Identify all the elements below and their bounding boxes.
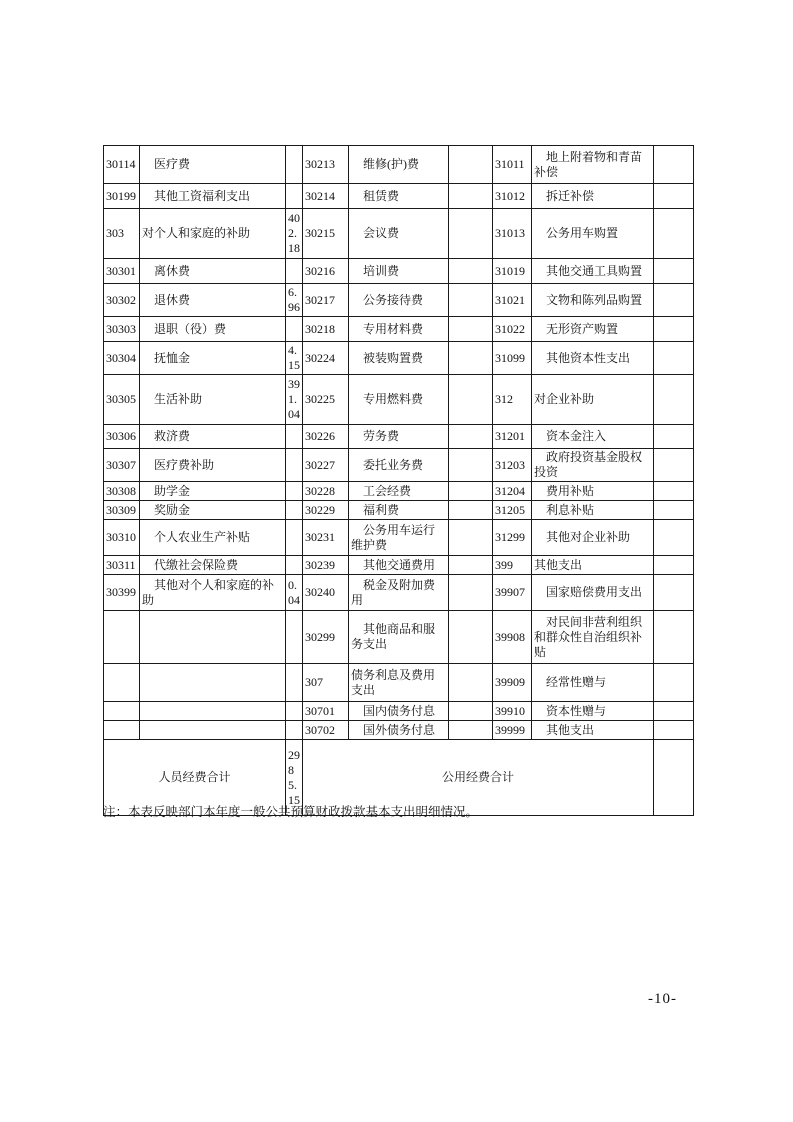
left-name-cell: 生活补助 [140, 375, 286, 425]
mid-name-cell: 其他交通费用 [349, 556, 449, 575]
table-row [104, 184, 694, 209]
mid-value-cell [449, 317, 493, 342]
mid-code-cell: 30702 [303, 721, 349, 740]
right-name-cell: 拆迁补偿 [532, 184, 654, 209]
page-number: -10- [648, 991, 677, 1007]
left-value-cell: 402.18 [286, 209, 303, 259]
left-code-cell: 30303 [104, 317, 140, 342]
mid-value-cell [449, 611, 493, 664]
left-code-cell: 30399 [104, 575, 140, 611]
right-name-cell: 费用补贴 [532, 482, 654, 501]
left-name-cell: 退职（役）费 [140, 317, 286, 342]
right-code-cell: 312 [493, 375, 532, 425]
right-name-cell: 对企业补助 [532, 375, 654, 425]
right-name-cell: 公务用车购置 [532, 209, 654, 259]
right-code-cell: 31205 [493, 501, 532, 520]
table-row [104, 501, 694, 520]
left-code-cell: 30311 [104, 556, 140, 575]
right-value-cell [654, 259, 694, 284]
left-name-cell [140, 702, 286, 721]
left-name-cell: 奖励金 [140, 501, 286, 520]
right-code-cell: 31203 [493, 449, 532, 482]
left-value-cell [286, 482, 303, 501]
right-value-cell [654, 284, 694, 317]
table-row [104, 664, 694, 702]
right-code-cell: 39910 [493, 702, 532, 721]
budget-detail-table [103, 145, 694, 816]
right-code-cell: 31019 [493, 259, 532, 284]
left-name-cell: 助学金 [140, 482, 286, 501]
left-value-cell [286, 721, 303, 740]
right-code-cell: 39999 [493, 721, 532, 740]
mid-name-cell: 国内债务付息 [349, 702, 449, 721]
left-code-cell: 30308 [104, 482, 140, 501]
left-value-cell [286, 425, 303, 449]
right-value-cell [654, 664, 694, 702]
mid-value-cell [449, 375, 493, 425]
mid-value-cell [449, 702, 493, 721]
mid-code-cell: 30240 [303, 575, 349, 611]
right-name-cell: 经常性赠与 [532, 664, 654, 702]
right-value-cell [654, 611, 694, 664]
right-name-cell: 文物和陈列品购置 [532, 284, 654, 317]
table-row [104, 425, 694, 449]
mid-name-cell: 其他商品和服务支出 [349, 611, 449, 664]
left-value-cell [286, 449, 303, 482]
mid-code-cell: 30231 [303, 520, 349, 556]
left-code-cell [104, 721, 140, 740]
mid-code-cell: 307 [303, 664, 349, 702]
left-value-cell: 4.15 [286, 342, 303, 375]
mid-name-cell: 税金及附加费用 [349, 575, 449, 611]
left-name-cell: 医疗费 [140, 146, 286, 184]
table-row [104, 556, 694, 575]
public-total-label: 公用经费合计 [303, 740, 654, 816]
right-value-cell [654, 575, 694, 611]
table-row [104, 482, 694, 501]
right-code-cell: 399 [493, 556, 532, 575]
mid-value-cell [449, 556, 493, 575]
right-name-cell: 其他交通工具购置 [532, 259, 654, 284]
mid-name-cell: 债务利息及费用支出 [349, 664, 449, 702]
mid-code-cell: 30224 [303, 342, 349, 375]
mid-name-cell: 工会经费 [349, 482, 449, 501]
mid-value-cell [449, 575, 493, 611]
left-code-cell: 30302 [104, 284, 140, 317]
right-name-cell: 对民间非营利组织和群众性自治组织补贴 [532, 611, 654, 664]
mid-code-cell: 30215 [303, 209, 349, 259]
right-code-cell: 31011 [493, 146, 532, 184]
left-code-cell: 30309 [104, 501, 140, 520]
table-row [104, 721, 694, 740]
table-row [104, 317, 694, 342]
left-value-cell: 391.04 [286, 375, 303, 425]
table-row [104, 146, 694, 184]
left-value-cell [286, 317, 303, 342]
left-name-cell: 退休费 [140, 284, 286, 317]
right-value-cell [654, 702, 694, 721]
right-name-cell: 利息补贴 [532, 501, 654, 520]
left-code-cell: 30306 [104, 425, 140, 449]
right-value-cell [654, 721, 694, 740]
left-name-cell: 代缴社会保险费 [140, 556, 286, 575]
mid-value-cell [449, 520, 493, 556]
left-name-cell: 抚恤金 [140, 342, 286, 375]
mid-value-cell [449, 449, 493, 482]
mid-code-cell: 30229 [303, 501, 349, 520]
right-code-cell: 39909 [493, 664, 532, 702]
left-name-cell: 救济费 [140, 425, 286, 449]
mid-value-cell [449, 259, 493, 284]
right-code-cell: 39907 [493, 575, 532, 611]
right-name-cell: 无形资产购置 [532, 317, 654, 342]
right-value-cell [654, 501, 694, 520]
public-total-value [654, 740, 694, 816]
left-value-cell [286, 556, 303, 575]
right-value-cell [654, 482, 694, 501]
mid-code-cell: 30217 [303, 284, 349, 317]
left-name-cell: 其他工资福利支出 [140, 184, 286, 209]
mid-name-cell: 劳务费 [349, 425, 449, 449]
mid-code-cell: 30226 [303, 425, 349, 449]
mid-name-cell: 被装购置费 [349, 342, 449, 375]
mid-code-cell: 30299 [303, 611, 349, 664]
table-row [104, 209, 694, 259]
budget-table-body [104, 146, 694, 816]
mid-name-cell: 专用燃料费 [349, 375, 449, 425]
right-code-cell: 31012 [493, 184, 532, 209]
table-row [104, 449, 694, 482]
left-name-cell [140, 664, 286, 702]
mid-code-cell: 30701 [303, 702, 349, 721]
left-name-cell: 其他对个人和家庭的补助 [140, 575, 286, 611]
left-code-cell [104, 702, 140, 721]
right-value-cell [654, 146, 694, 184]
right-value-cell [654, 342, 694, 375]
left-name-cell: 对个人和家庭的补助 [140, 209, 286, 259]
left-code-cell: 30310 [104, 520, 140, 556]
mid-value-cell [449, 342, 493, 375]
left-code-cell: 303 [104, 209, 140, 259]
left-name-cell: 个人农业生产补贴 [140, 520, 286, 556]
left-code-cell: 30199 [104, 184, 140, 209]
table-row [104, 259, 694, 284]
left-code-cell: 30304 [104, 342, 140, 375]
mid-code-cell: 30227 [303, 449, 349, 482]
mid-name-cell: 公务接待费 [349, 284, 449, 317]
mid-value-cell [449, 425, 493, 449]
left-name-cell [140, 721, 286, 740]
mid-name-cell: 公务用车运行维护费 [349, 520, 449, 556]
left-value-cell [286, 184, 303, 209]
left-value-cell [286, 259, 303, 284]
mid-value-cell [449, 721, 493, 740]
right-name-cell: 国家赔偿费用支出 [532, 575, 654, 611]
left-code-cell: 30307 [104, 449, 140, 482]
left-value-cell [286, 146, 303, 184]
table-row [104, 375, 694, 425]
left-value-cell [286, 501, 303, 520]
right-value-cell [654, 317, 694, 342]
mid-name-cell: 福利费 [349, 501, 449, 520]
right-code-cell: 31021 [493, 284, 532, 317]
left-code-cell: 30305 [104, 375, 140, 425]
mid-code-cell: 30214 [303, 184, 349, 209]
mid-value-cell [449, 284, 493, 317]
mid-value-cell [449, 209, 493, 259]
left-code-cell: 30114 [104, 146, 140, 184]
right-name-cell: 其他支出 [532, 721, 654, 740]
mid-value-cell [449, 146, 493, 184]
table-row [104, 702, 694, 721]
right-value-cell [654, 184, 694, 209]
mid-name-cell: 租赁费 [349, 184, 449, 209]
right-value-cell [654, 449, 694, 482]
personnel-total-label: 人员经费合计 [104, 740, 286, 816]
mid-value-cell [449, 482, 493, 501]
right-value-cell [654, 209, 694, 259]
right-value-cell [654, 425, 694, 449]
table-row [104, 520, 694, 556]
left-name-cell: 医疗费补助 [140, 449, 286, 482]
mid-value-cell [449, 501, 493, 520]
left-value-cell [286, 702, 303, 721]
left-code-cell: 30301 [104, 259, 140, 284]
left-value-cell: 6.96 [286, 284, 303, 317]
mid-code-cell: 30228 [303, 482, 349, 501]
mid-value-cell [449, 184, 493, 209]
right-value-cell [654, 520, 694, 556]
mid-name-cell: 会议费 [349, 209, 449, 259]
mid-code-cell: 30213 [303, 146, 349, 184]
left-name-cell [140, 611, 286, 664]
left-value-cell [286, 520, 303, 556]
right-name-cell: 资本性赠与 [532, 702, 654, 721]
mid-code-cell: 30239 [303, 556, 349, 575]
mid-code-cell: 30216 [303, 259, 349, 284]
table-row [104, 575, 694, 611]
right-code-cell: 31013 [493, 209, 532, 259]
mid-name-cell: 培训费 [349, 259, 449, 284]
right-code-cell: 31201 [493, 425, 532, 449]
mid-name-cell: 专用材料费 [349, 317, 449, 342]
right-name-cell: 其他对企业补助 [532, 520, 654, 556]
mid-value-cell [449, 664, 493, 702]
right-code-cell: 31204 [493, 482, 532, 501]
right-code-cell: 31299 [493, 520, 532, 556]
left-value-cell [286, 664, 303, 702]
right-name-cell: 其他资本性支出 [532, 342, 654, 375]
table-row [104, 284, 694, 317]
mid-code-cell: 30225 [303, 375, 349, 425]
left-value-cell: 0.04 [286, 575, 303, 611]
right-name-cell: 地上附着物和青苗补偿 [532, 146, 654, 184]
right-code-cell: 31022 [493, 317, 532, 342]
personnel-total-value: 2985.15 [286, 740, 303, 816]
table-note: 注：本表反映部门本年度一般公共预算财政拨款基本支出明细情况。 [103, 805, 479, 819]
right-name-cell: 资本金注入 [532, 425, 654, 449]
left-value-cell [286, 611, 303, 664]
left-code-cell [104, 664, 140, 702]
table-row [104, 611, 694, 664]
mid-name-cell: 国外债务付息 [349, 721, 449, 740]
left-name-cell: 离休费 [140, 259, 286, 284]
right-code-cell: 31099 [493, 342, 532, 375]
mid-name-cell: 委托业务费 [349, 449, 449, 482]
right-value-cell [654, 375, 694, 425]
right-name-cell: 其他支出 [532, 556, 654, 575]
right-name-cell: 政府投资基金股权投资 [532, 449, 654, 482]
right-code-cell: 39908 [493, 611, 532, 664]
table-row [104, 342, 694, 375]
mid-code-cell: 30218 [303, 317, 349, 342]
right-value-cell [654, 556, 694, 575]
left-code-cell [104, 611, 140, 664]
mid-name-cell: 维修(护)费 [349, 146, 449, 184]
